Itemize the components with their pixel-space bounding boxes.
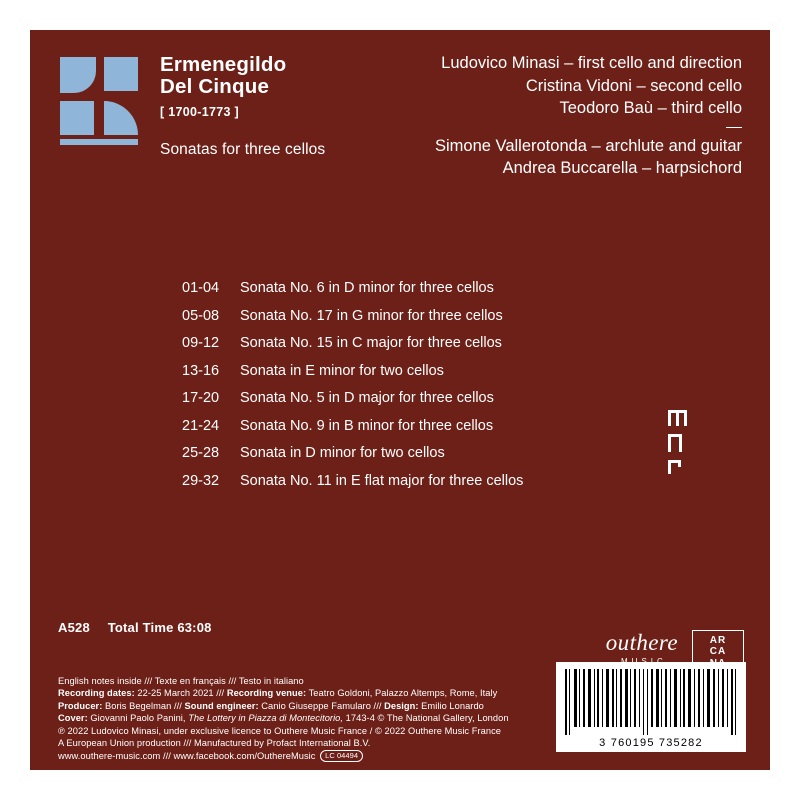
barcode-bars-icon xyxy=(563,669,739,735)
track-numbers: 17-20 xyxy=(182,390,220,406)
composer-first-name: Ermenegildo xyxy=(160,53,287,76)
performer-line: Andrea Buccarella – harpsichord xyxy=(502,159,742,177)
track-title: Sonata No. 9 in B minor for three cellos xyxy=(240,417,494,434)
recording-dates-label: Recording dates: xyxy=(58,688,135,699)
lc-number: 04494 xyxy=(336,751,359,761)
credits-production xyxy=(58,700,558,712)
track-title: Sonata No. 15 in C major for three cellos xyxy=(240,335,502,351)
track-row xyxy=(182,390,702,406)
cover-label: Cover: xyxy=(58,713,88,724)
barcode xyxy=(556,662,746,752)
composer-years: [ 1700-1773 ] xyxy=(160,105,239,119)
catalog-info xyxy=(58,620,212,635)
lc-label: LC xyxy=(325,751,335,761)
recording-venue-label: Recording venue: xyxy=(226,688,307,699)
mhr-logo-icon xyxy=(664,408,712,476)
track-numbers: 21-24 xyxy=(182,417,220,434)
performer-line: Simone Vallerotonda – archlute and guitar xyxy=(435,136,742,155)
track-row xyxy=(182,335,702,351)
sound-engineer-label: Sound engineer: xyxy=(184,700,259,711)
track-title: Sonata No. 6 in D minor for three cellos xyxy=(240,280,494,296)
track-numbers: 05-08 xyxy=(182,307,220,324)
track-numbers: 09-12 xyxy=(182,335,220,351)
composer-last-name: Del Cinque xyxy=(160,75,270,98)
arcana-line-2: CA xyxy=(709,646,727,658)
outhere-music-logo xyxy=(606,630,678,666)
track-row xyxy=(182,445,702,461)
credits-cover xyxy=(58,712,558,724)
total-time: Total Time 63:08 xyxy=(107,620,212,635)
producer-value: Boris Begelman /// xyxy=(102,700,185,711)
credits-recording xyxy=(58,687,558,699)
recording-venue-value: Teatro Goldoni, Palazzo Altemps, Rome, Italy xyxy=(306,688,498,699)
credits-manufacturing: A European Union production /// Manufactured by Profact International B.V. xyxy=(58,738,371,749)
cover-artist: Giovanni Paolo Panini, xyxy=(87,713,189,724)
producer-label: Producer: xyxy=(58,700,103,711)
track-numbers: 25-28 xyxy=(182,445,220,461)
barcode-number: 3 760195 735282 xyxy=(599,737,703,749)
tracklist xyxy=(182,280,702,500)
label-abstract-logo-icon xyxy=(58,55,140,147)
track-numbers: 13-16 xyxy=(182,362,220,379)
album-back-cover xyxy=(30,30,770,770)
credits-web xyxy=(58,750,558,762)
lc-code-badge xyxy=(320,750,363,762)
cover-artwork-title: The Lottery in Piazza di Montecitorio, xyxy=(188,713,344,724)
album-subtitle: Sonatas for three cellos xyxy=(160,141,326,158)
track-row xyxy=(182,473,702,489)
track-numbers: 01-04 xyxy=(182,280,220,296)
performer-line: Teodoro Baù – third cello xyxy=(559,99,742,117)
performers-divider xyxy=(726,127,742,128)
design-label: Design: xyxy=(384,700,419,711)
outhere-wordmark: outhere xyxy=(605,630,678,655)
recording-dates-value: 22-25 March 2021 /// xyxy=(134,688,227,699)
credits-languages: English notes inside /// Texte en français /// Testo in italiano xyxy=(58,676,304,686)
performers-list xyxy=(322,52,742,180)
sound-engineer-value: Canio Giuseppe Famularo /// xyxy=(258,700,385,711)
performer-line: Ludovico Minasi – first cello and direction xyxy=(441,54,742,72)
track-row xyxy=(182,418,702,434)
web-urls: www.outhere-music.com /// www.facebook.com/OuthereMusic xyxy=(58,751,316,762)
catalog-number: A528 xyxy=(58,620,90,635)
track-title: Sonata in D minor for two cellos xyxy=(240,445,445,461)
design-value: Emilio Lonardo xyxy=(418,700,484,711)
track-numbers: 29-32 xyxy=(182,472,220,489)
credits-block xyxy=(58,675,558,763)
track-title: Sonata No. 11 in E flat major for three cellos xyxy=(240,472,524,489)
track-row xyxy=(182,308,702,324)
track-title: Sonata No. 5 in D major for three cellos xyxy=(240,390,494,406)
track-row xyxy=(182,363,702,379)
arcana-line-1: AR xyxy=(709,634,727,646)
track-title: Sonata in E minor for two cellos xyxy=(240,362,444,379)
track-row xyxy=(182,280,702,296)
track-title: Sonata No. 17 in G minor for three cellos xyxy=(240,307,503,324)
performer-line: Cristina Vidoni – second cello xyxy=(525,76,742,95)
credits-rights: ℗ 2022 Ludovico Minasi, under exclusive licence to Outhere Music France / © 2022 Outhere Music France xyxy=(58,725,502,736)
cover-artwork-source: 1743-4 © The National Gallery, London xyxy=(343,713,509,724)
